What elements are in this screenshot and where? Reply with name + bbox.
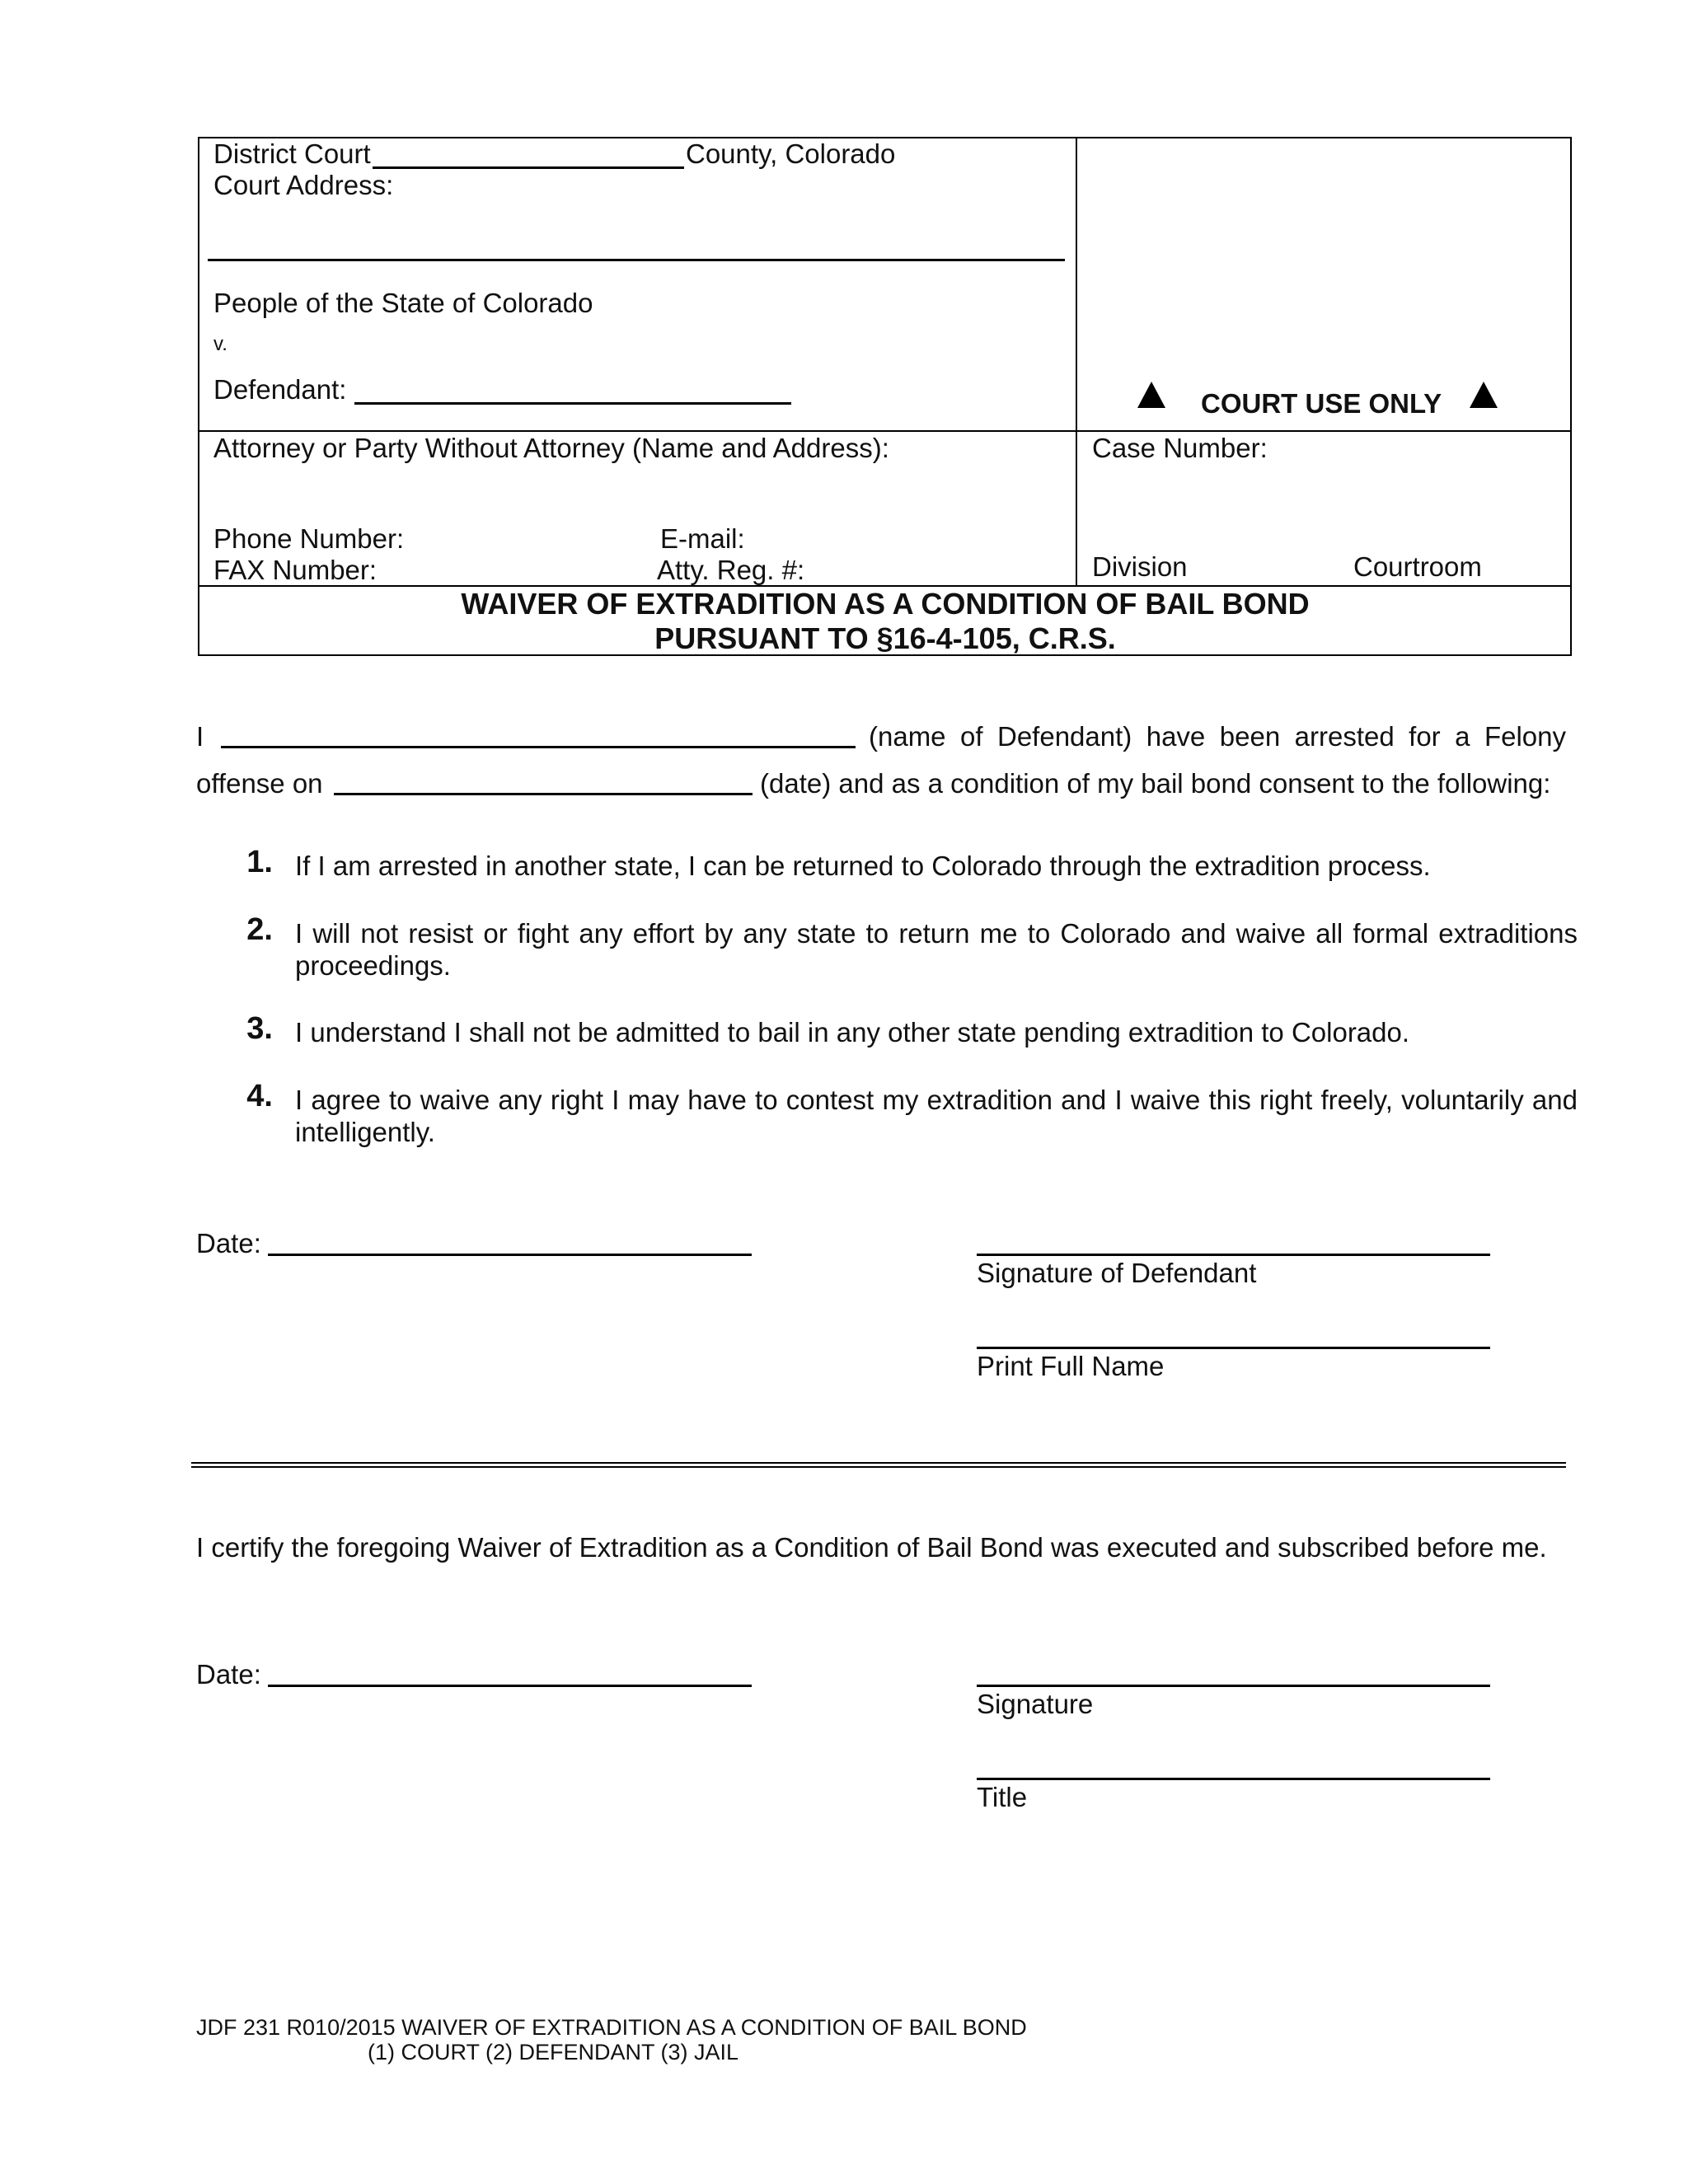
fax-label: FAX Number:: [213, 555, 377, 585]
intro-date-suffix: (date) and as a condition of my bail bond consent to the following:: [760, 768, 1551, 799]
form-subtitle: PURSUANT TO §16-4-105, C.R.S.: [654, 621, 1116, 655]
list-item: I understand I shall not be admitted to bail in any other state pending extradition to Colorado.: [295, 1017, 1410, 1047]
offense-date-blank[interactable]: [334, 793, 753, 795]
versus-label: v.: [213, 333, 227, 355]
certification-date-label: Date:: [196, 1659, 261, 1690]
defendant-name-blank[interactable]: [221, 746, 856, 748]
district-court-label: District Court: [213, 138, 371, 169]
people-label: People of the State of Colorado: [213, 288, 593, 318]
county-label: County, Colorado: [686, 138, 896, 169]
phone-label: Phone Number:: [213, 523, 405, 554]
email-label: E-mail:: [660, 523, 745, 554]
section-divider: [191, 1466, 1566, 1468]
intro-i: I: [196, 721, 204, 752]
attorney-label: Attorney or Party Without Attorney (Name and Address):: [213, 433, 889, 463]
item-number: 1.: [246, 845, 273, 879]
certification-title-field[interactable]: [977, 1778, 1490, 1780]
footer-form-id: JDF 231 R010/2015 WAIVER OF EXTRADITION AS A CONDITION OF BAIL BOND: [196, 2015, 1027, 2040]
print-name-label: Print Full Name: [977, 1351, 1165, 1381]
certification-title-label: Title: [977, 1782, 1028, 1812]
triangle-up-icon: [1137, 382, 1165, 408]
list-item: If I am arrested in another state, I can be returned to Colorado through the extradition process.: [295, 851, 1431, 881]
defendant-date-label: Date:: [196, 1228, 261, 1258]
certification-text: I certify the foregoing Waiver of Extradition as a Condition of Bail Bond was executed and subscribed before me.: [196, 1532, 1547, 1563]
section-divider: [191, 1462, 1566, 1464]
certification-date-field[interactable]: [268, 1685, 752, 1687]
intro-name-suffix: (name of Defendant) have been arrested for a Felony: [869, 721, 1566, 752]
form-title: WAIVER OF EXTRADITION AS A CONDITION OF BAIL BOND: [461, 587, 1310, 621]
item-number: 2.: [246, 912, 273, 947]
intro-offense-on: offense on: [196, 768, 323, 799]
defendant-label: Defendant:: [213, 374, 347, 405]
defendant-signature-field[interactable]: [977, 1254, 1490, 1256]
caption-divider-vertical: [1076, 137, 1077, 586]
item-number: 4.: [246, 1079, 273, 1113]
division-label: Division: [1092, 551, 1188, 582]
list-item: I will not resist or fight any effort by any state to return me to Colorado and waive all formal extraditions proceedings.: [295, 918, 1578, 981]
case-number-label: Case Number:: [1092, 433, 1268, 463]
defendant-name-field[interactable]: [354, 402, 791, 405]
print-name-field[interactable]: [977, 1347, 1490, 1349]
defendant-signature-label: Signature of Defendant: [977, 1258, 1257, 1288]
item-number: 3.: [246, 1011, 273, 1046]
triangle-up-icon: [1470, 382, 1498, 408]
certification-signature-label: Signature: [977, 1689, 1094, 1719]
court-use-only-label: COURT USE ONLY: [1201, 388, 1442, 419]
county-name-field[interactable]: [373, 166, 684, 169]
defendant-date-field[interactable]: [268, 1254, 752, 1256]
certification-signature-field[interactable]: [977, 1685, 1490, 1687]
atty-reg-label: Atty. Reg. #:: [657, 555, 805, 585]
footer-distribution: (1) COURT (2) DEFENDANT (3) JAIL: [368, 2040, 739, 2064]
courtroom-label: Courtroom: [1353, 551, 1482, 582]
list-item: I agree to waive any right I may have to contest my extradition and I waive this right freely, voluntarily and intelligently.: [295, 1085, 1578, 1147]
court-address-field[interactable]: [208, 259, 1065, 261]
court-address-label: Court Address:: [213, 170, 394, 200]
